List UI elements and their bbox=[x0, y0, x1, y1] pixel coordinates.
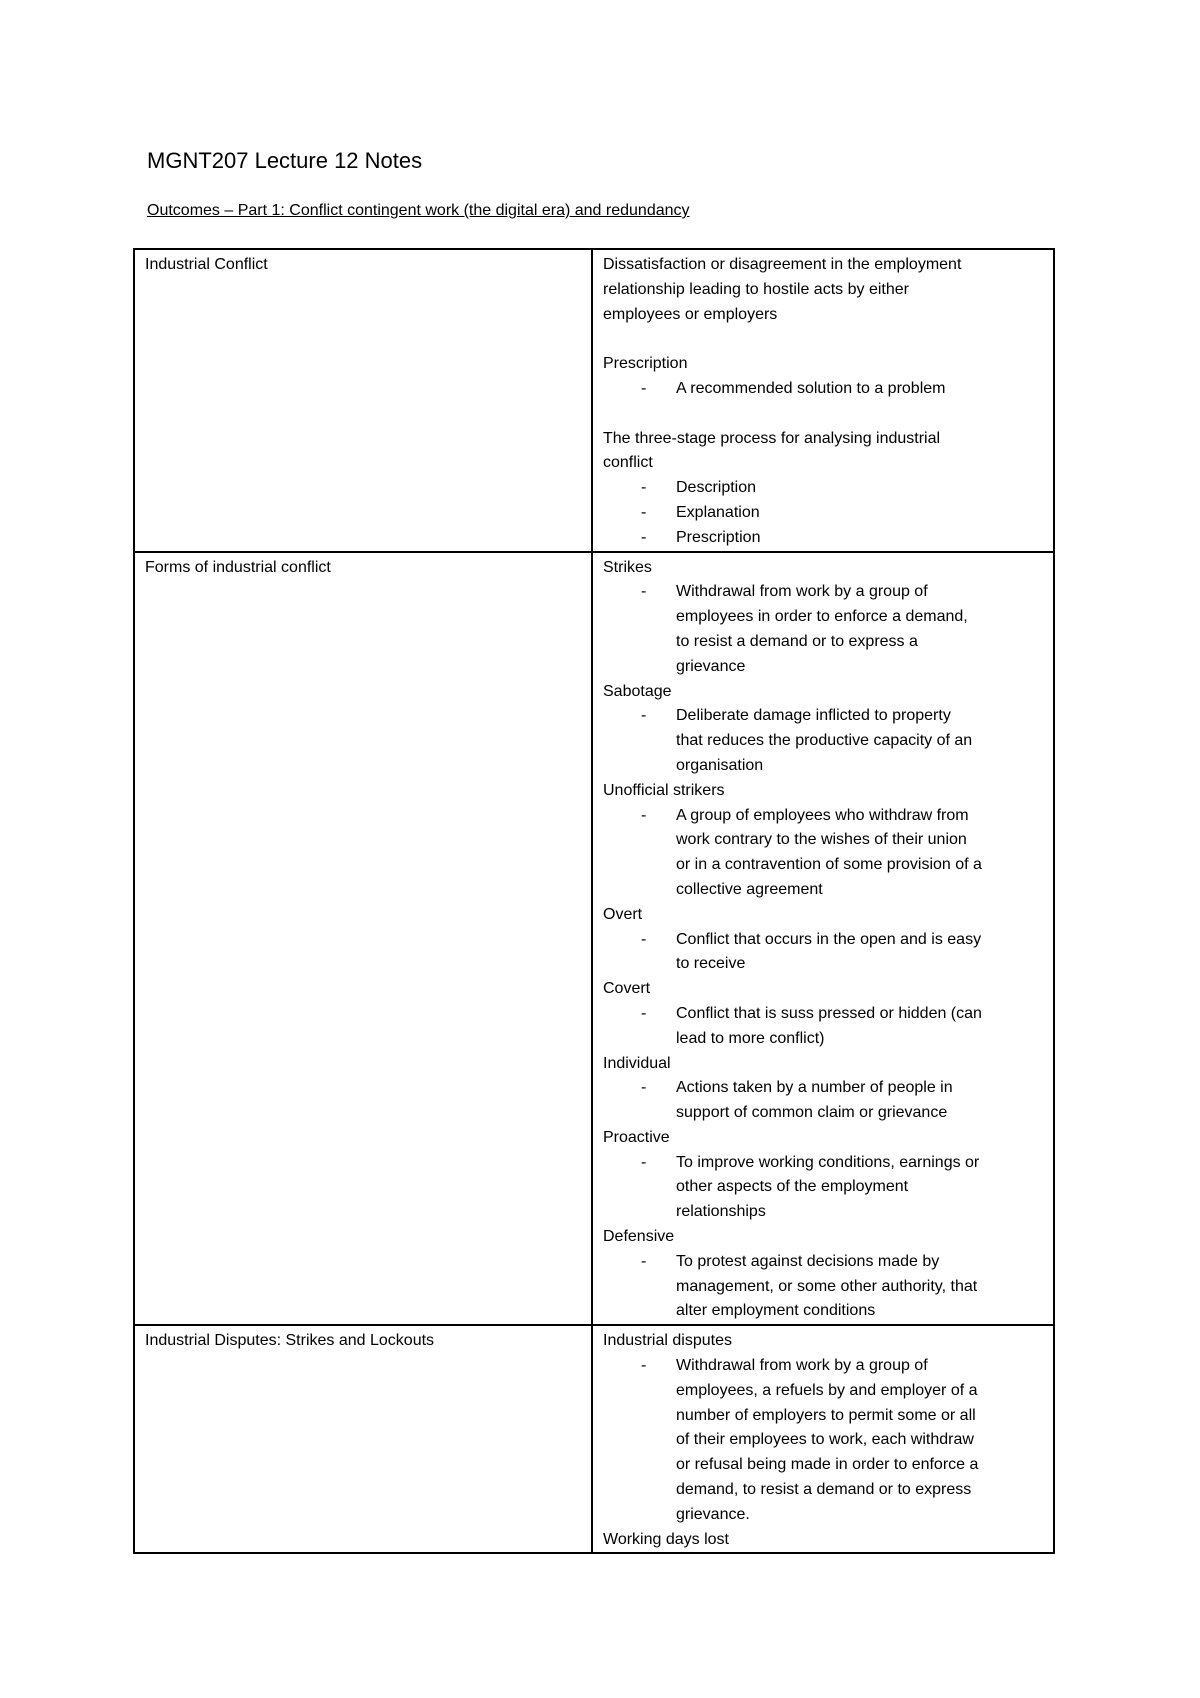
description-line: Strikes bbox=[603, 558, 652, 576]
bullet-line: relationships bbox=[676, 1203, 766, 1221]
bullet-line: number of employers to permit some or all bbox=[676, 1406, 976, 1424]
table-row bbox=[134, 1325, 1054, 1553]
bullet-line: work contrary to the wishes of their union bbox=[676, 831, 967, 849]
term-cell bbox=[134, 552, 592, 1326]
bullet-line: Withdrawal from work by a group of bbox=[676, 1357, 928, 1375]
description-line: Covert bbox=[603, 980, 651, 998]
dash-bullet-icon: - bbox=[641, 1079, 647, 1097]
bullet-line: organisation bbox=[676, 756, 764, 774]
bullet-item bbox=[603, 1151, 1043, 1225]
bullet-line: Actions taken by a number of people in bbox=[676, 1079, 953, 1097]
term-label: Industrial Disputes: Strikes and Lockouts bbox=[145, 1332, 435, 1350]
bullet-line: or refusal being made in order to enforce a bbox=[676, 1456, 979, 1474]
bullet-line: or in a contravention of some provision of a bbox=[676, 856, 982, 874]
page-title: MGNT207 Lecture 12 Notes bbox=[147, 148, 423, 173]
dash-bullet-icon: - bbox=[641, 1004, 647, 1022]
dash-bullet-icon: - bbox=[641, 1252, 647, 1270]
term-label: Industrial Conflict bbox=[145, 256, 268, 273]
bullet-item bbox=[603, 526, 1043, 551]
description-line: conflict bbox=[603, 454, 653, 472]
bullet-line: lead to more conflict) bbox=[676, 1029, 825, 1047]
description-line: employees or employers bbox=[603, 305, 778, 323]
bullet-line: Prescription bbox=[676, 528, 761, 546]
bullet-line: Withdrawal from work by a group of bbox=[676, 583, 928, 601]
description-line: Working days lost bbox=[603, 1530, 729, 1548]
term-label: Forms of industrial conflict bbox=[145, 558, 331, 576]
bullet-line: grievance bbox=[676, 657, 746, 675]
bullet-line: other aspects of the employment bbox=[676, 1178, 909, 1196]
dash-bullet-icon: - bbox=[641, 930, 647, 948]
bullet-line: To protest against decisions made by bbox=[676, 1252, 940, 1270]
description-cell bbox=[592, 1325, 1054, 1553]
bullet-line: management, or some other authority, that bbox=[676, 1277, 978, 1295]
description-line: Sabotage bbox=[603, 682, 672, 700]
dash-bullet-icon: - bbox=[641, 479, 647, 497]
bullet-item bbox=[603, 377, 1043, 402]
dash-bullet-icon: - bbox=[641, 503, 647, 521]
blank-line bbox=[603, 327, 1043, 352]
bullet-line: to resist a demand or to express a bbox=[676, 632, 918, 650]
description-line: relationship leading to hostile acts by either bbox=[603, 280, 909, 298]
table-row bbox=[134, 552, 1054, 1326]
term-cell bbox=[134, 249, 592, 552]
bullet-item bbox=[603, 580, 1043, 679]
bullet-item bbox=[603, 1076, 1043, 1126]
dash-bullet-icon: - bbox=[641, 806, 647, 824]
description-line: Industrial disputes bbox=[603, 1332, 732, 1350]
dash-bullet-icon: - bbox=[641, 583, 647, 601]
bullet-item bbox=[603, 928, 1043, 978]
bullet-line: collective agreement bbox=[676, 880, 823, 898]
bullet-item bbox=[603, 1002, 1043, 1052]
description-line: Overt bbox=[603, 905, 643, 923]
bullet-line: that reduces the productive capacity of an bbox=[676, 732, 973, 750]
description-cell bbox=[592, 552, 1054, 1326]
blank-line bbox=[603, 402, 1043, 427]
outcomes-heading: Outcomes – Part 1: Conflict contingent work (the digital era) and redundancy bbox=[147, 202, 690, 219]
description-line: Prescription bbox=[603, 355, 688, 373]
bullet-line: alter employment conditions bbox=[676, 1302, 876, 1320]
bullet-line: employees, a refuels by and employer of a bbox=[676, 1381, 978, 1399]
bullet-line: A group of employees who withdraw from bbox=[676, 806, 969, 824]
bullet-line: Description bbox=[676, 479, 757, 497]
bullet-line: Conflict that occurs in the open and is easy bbox=[676, 930, 982, 948]
bullet-line: A recommended solution to a problem bbox=[676, 379, 946, 397]
bullet-line: To improve working conditions, earnings or bbox=[676, 1153, 980, 1171]
description-cell bbox=[592, 249, 1054, 552]
term-cell bbox=[134, 1325, 592, 1553]
description-line: Proactive bbox=[603, 1128, 670, 1146]
bullet-item bbox=[603, 804, 1043, 903]
bullet-line: grievance. bbox=[676, 1505, 750, 1523]
bullet-line: of their employees to work, each withdraw bbox=[676, 1431, 974, 1449]
bullet-item bbox=[603, 1354, 1043, 1528]
bullet-line: demand, to resist a demand or to express bbox=[676, 1481, 972, 1499]
description-line: The three-stage process for analysing industrial bbox=[603, 429, 941, 447]
description-line: Defensive bbox=[603, 1228, 675, 1246]
bullet-line: Conflict that is suss pressed or hidden (can bbox=[676, 1004, 982, 1022]
bullet-line: Explanation bbox=[676, 503, 760, 521]
notes-table bbox=[133, 248, 1055, 1554]
bullet-item bbox=[603, 476, 1043, 501]
description-line: Individual bbox=[603, 1054, 671, 1072]
bullet-line: to receive bbox=[676, 955, 746, 973]
dash-bullet-icon: - bbox=[641, 379, 647, 397]
bullet-line: employees in order to enforce a demand, bbox=[676, 608, 968, 626]
dash-bullet-icon: - bbox=[641, 1357, 647, 1375]
bullet-item bbox=[603, 704, 1043, 778]
description-line: Unofficial strikers bbox=[603, 781, 725, 799]
dash-bullet-icon: - bbox=[641, 528, 647, 546]
bullet-item bbox=[603, 501, 1043, 526]
bullet-item bbox=[603, 1250, 1043, 1324]
dash-bullet-icon: - bbox=[641, 1153, 647, 1171]
bullet-line: Deliberate damage inflicted to property bbox=[676, 707, 951, 725]
dash-bullet-icon: - bbox=[641, 707, 647, 725]
table-row bbox=[134, 249, 1054, 552]
description-line: Dissatisfaction or disagreement in the employment bbox=[603, 256, 962, 273]
notes-table-body bbox=[134, 249, 1054, 1553]
bullet-line: support of common claim or grievance bbox=[676, 1104, 948, 1122]
